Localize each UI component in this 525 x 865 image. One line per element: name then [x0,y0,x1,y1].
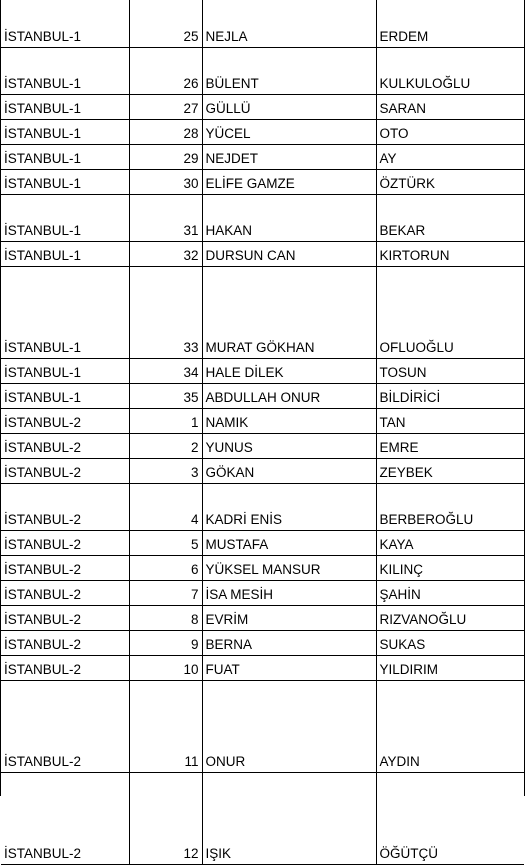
table-row [1,531,524,556]
table-row [1,120,524,145]
number-cell[interactable]: 29 [129,145,202,170]
district-cell[interactable]: İSTANBUL-2 [1,531,129,556]
table-row [1,631,524,656]
district-cell[interactable]: İSTANBUL-1 [1,120,129,145]
table-row [1,267,524,359]
first-name-cell[interactable]: NEJLA [202,0,376,48]
district-cell[interactable]: İSTANBUL-1 [1,267,129,359]
last-name-cell[interactable]: KULKULOĞLU [376,48,524,95]
district-cell[interactable]: İSTANBUL-2 [1,773,129,865]
district-cell[interactable]: İSTANBUL-2 [1,484,129,531]
number-cell[interactable]: 33 [129,267,202,359]
last-name-cell[interactable]: BERBEROĞLU [376,484,524,531]
district-cell[interactable]: İSTANBUL-2 [1,459,129,484]
number-cell[interactable]: 28 [129,120,202,145]
last-name-cell[interactable]: ŞAHİN [376,581,524,606]
number-cell[interactable]: 7 [129,581,202,606]
district-cell[interactable]: İSTANBUL-1 [1,0,129,48]
district-cell[interactable]: İSTANBUL-1 [1,242,129,267]
first-name-cell[interactable]: DURSUN CAN [202,242,376,267]
district-cell[interactable]: İSTANBUL-1 [1,359,129,384]
number-cell[interactable]: 12 [129,773,202,865]
number-cell[interactable]: 2 [129,434,202,459]
district-cell[interactable]: İSTANBUL-2 [1,434,129,459]
first-name-cell[interactable]: BÜLENT [202,48,376,95]
district-cell[interactable]: İSTANBUL-2 [1,631,129,656]
first-name-cell[interactable]: YÜKSEL MANSUR [202,556,376,581]
district-cell[interactable]: İSTANBUL-2 [1,656,129,681]
number-cell[interactable]: 1 [129,409,202,434]
number-cell[interactable]: 8 [129,606,202,631]
district-cell[interactable]: İSTANBUL-1 [1,170,129,195]
first-name-cell[interactable]: GÜLLÜ [202,95,376,120]
first-name-cell[interactable]: GÖKAN [202,459,376,484]
number-cell[interactable]: 27 [129,95,202,120]
last-name-cell[interactable]: AYDIN [376,681,524,773]
first-name-cell[interactable]: BERNA [202,631,376,656]
table-row [1,48,524,95]
last-name-cell[interactable]: RIZVANOĞLU [376,606,524,631]
district-cell[interactable]: İSTANBUL-1 [1,48,129,95]
table-row [1,0,524,48]
first-name-cell[interactable]: YUNUS [202,434,376,459]
number-cell[interactable]: 26 [129,48,202,95]
number-cell[interactable]: 4 [129,484,202,531]
first-name-cell[interactable]: MURAT GÖKHAN [202,267,376,359]
number-cell[interactable]: 11 [129,681,202,773]
last-name-cell[interactable]: ZEYBEK [376,459,524,484]
last-name-cell[interactable]: BİLDİRİCİ [376,384,524,409]
district-cell[interactable]: İSTANBUL-1 [1,145,129,170]
last-name-cell[interactable]: OTO [376,120,524,145]
table-row [1,656,524,681]
last-name-cell[interactable]: EMRE [376,434,524,459]
last-name-cell[interactable]: ÖĞÜTÇÜ [376,773,524,865]
district-cell[interactable]: İSTANBUL-1 [1,195,129,242]
last-name-cell[interactable]: TOSUN [376,359,524,384]
number-cell[interactable]: 6 [129,556,202,581]
table-row [1,145,524,170]
table-row [1,195,524,242]
first-name-cell[interactable]: MUSTAFA [202,531,376,556]
table-row [1,170,524,195]
last-name-cell[interactable]: OFLUOĞLU [376,267,524,359]
first-name-cell[interactable]: FUAT [202,656,376,681]
table-row [1,484,524,531]
first-name-cell[interactable]: İSA MESİH [202,581,376,606]
table-row [1,95,524,120]
table-row [1,556,524,581]
table-row [1,773,524,865]
first-name-cell[interactable]: EVRİM [202,606,376,631]
table-row [1,409,524,434]
number-cell[interactable]: 35 [129,384,202,409]
table-body [1,0,524,865]
number-cell[interactable]: 3 [129,459,202,484]
first-name-cell[interactable]: ABDULLAH ONUR [202,384,376,409]
table-row [1,681,524,773]
first-name-cell[interactable]: NEJDET [202,145,376,170]
last-name-cell[interactable]: TAN [376,409,524,434]
district-cell[interactable]: İSTANBUL-2 [1,606,129,631]
last-name-cell[interactable]: KIRTORUN [376,242,524,267]
first-name-cell[interactable]: HAKAN [202,195,376,242]
last-name-cell[interactable]: KAYA [376,531,524,556]
district-cell[interactable]: İSTANBUL-2 [1,556,129,581]
table-row [1,581,524,606]
last-name-cell[interactable]: AY [376,145,524,170]
table-row [1,242,524,267]
first-name-cell[interactable]: IŞIK [202,773,376,865]
candidate-table [1,0,524,865]
table-row [1,434,524,459]
last-name-cell[interactable]: SUKAS [376,631,524,656]
number-cell[interactable]: 9 [129,631,202,656]
number-cell[interactable]: 25 [129,0,202,48]
last-name-cell[interactable]: SARAN [376,95,524,120]
number-cell[interactable]: 10 [129,656,202,681]
table-row [1,459,524,484]
first-name-cell[interactable]: HALE DİLEK [202,359,376,384]
table-row [1,384,524,409]
number-cell[interactable]: 5 [129,531,202,556]
last-name-cell[interactable]: KILINÇ [376,556,524,581]
first-name-cell[interactable]: YÜCEL [202,120,376,145]
first-name-cell[interactable]: NAMIK [202,409,376,434]
last-name-cell[interactable]: ERDEM [376,0,524,48]
first-name-cell[interactable]: ONUR [202,681,376,773]
last-name-cell[interactable]: ÖZTÜRK [376,170,524,195]
number-cell[interactable]: 31 [129,195,202,242]
number-cell[interactable]: 32 [129,242,202,267]
district-cell[interactable]: İSTANBUL-2 [1,409,129,434]
last-name-cell[interactable]: YILDIRIM [376,656,524,681]
table-row [1,606,524,631]
district-cell[interactable]: İSTANBUL-2 [1,681,129,773]
number-cell[interactable]: 34 [129,359,202,384]
number-cell[interactable]: 30 [129,170,202,195]
last-name-cell[interactable]: BEKAR [376,195,524,242]
district-cell[interactable]: İSTANBUL-2 [1,581,129,606]
table-row [1,359,524,384]
district-cell[interactable]: İSTANBUL-1 [1,384,129,409]
first-name-cell[interactable]: KADRİ ENİS [202,484,376,531]
district-cell[interactable]: İSTANBUL-1 [1,95,129,120]
first-name-cell[interactable]: ELİFE GAMZE [202,170,376,195]
